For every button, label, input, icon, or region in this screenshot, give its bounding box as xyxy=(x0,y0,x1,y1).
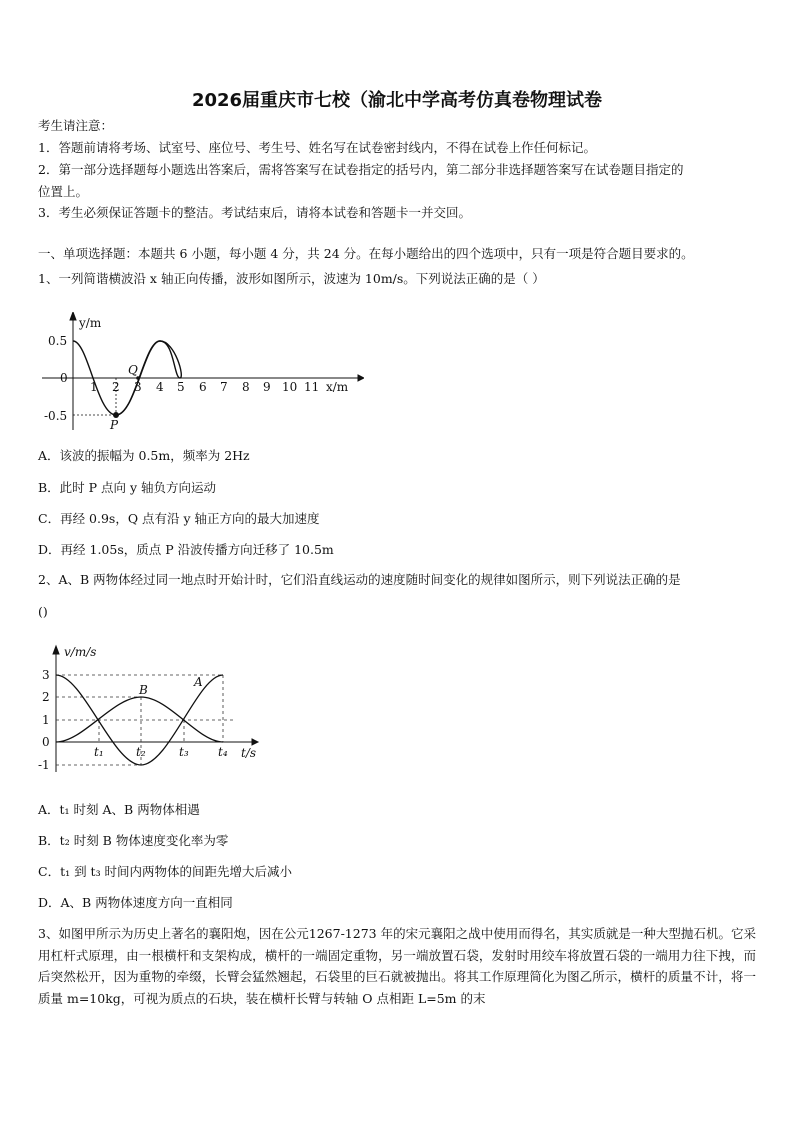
t-axis-label: t/s xyxy=(241,746,257,760)
q1-option-b: B．此时 P 点向 y 轴负方向运动 xyxy=(38,480,217,495)
y-tick-05: 0.5 xyxy=(48,334,68,348)
v-tick-0: 0 xyxy=(42,735,50,749)
x-tick-6: 6 xyxy=(199,380,207,394)
x-tick-10: 10 xyxy=(282,380,298,394)
curve-b xyxy=(56,697,223,742)
t-tick-1: t₁ xyxy=(94,745,104,759)
x-tick-3: 3 xyxy=(134,380,142,394)
t-tick-3: t₃ xyxy=(179,745,189,759)
q1-option-a: A．该波的振幅为 0.5m，频率为 2Hz xyxy=(38,448,250,463)
v-tick-3: 3 xyxy=(42,668,50,682)
x-tick-7: 7 xyxy=(220,380,228,394)
x-tick-9: 9 xyxy=(263,380,271,394)
notice-item-3: 3．考生必须保证答题卡的整洁。考试结束后，请将本试卷和答题卡一并交回。 xyxy=(38,205,471,220)
x-tick-1: 1 xyxy=(90,380,98,394)
notice-item-2: 2．第一部分选择题每小题选出答案后，需将答案写在试卷指定的括号内，第二部分非选择题答案写在试卷题目指定的 xyxy=(38,162,684,177)
x-tick-2: 2 xyxy=(112,380,120,394)
notice-item-1: 1．答题前请将考场、试室号、座位号、考生号、姓名写在试卷密封线内，不得在试卷上作任何标记。 xyxy=(38,140,596,155)
point-p-label: P xyxy=(110,418,119,432)
y-tick-neg05: -0.5 xyxy=(44,409,68,423)
y-tick-0: 0 xyxy=(60,371,68,385)
q2-option-d: D．A、B 两物体速度方向一直相同 xyxy=(38,895,233,910)
v-tick-1: 1 xyxy=(42,713,50,727)
wave-figure xyxy=(42,312,364,432)
x-tick-5: 5 xyxy=(177,380,185,394)
t-tick-2: t₂ xyxy=(136,745,146,759)
q1-option-d: D．再经 1.05s，质点 P 沿波传播方向迁移了 10.5m xyxy=(38,542,334,557)
section-heading: 一、单项选择题：本题共 6 小题，每小题 4 分，共 24 分。在每小题给出的四个选项中，只有一项是符合题目要求的。 xyxy=(38,246,694,261)
t-tick-4: t₄ xyxy=(218,745,228,759)
question-2-stem: 2、A、B 两物体经过同一地点时开始计时，它们沿直线运动的速度随时间变化的规律如图所示，则下列说法正确的是 xyxy=(38,572,681,587)
q2-option-c: C．t₁ 到 t₃ 时间内两物体的间距先增大后减小 xyxy=(38,864,293,879)
curve-a-label: A xyxy=(194,675,203,689)
question-1-stem: 1、一列简谐横波沿 x 轴正向传播，波形如图所示，波速为 10m/s。下列说法正确的是（ ） xyxy=(38,271,545,286)
v-tick-neg1: -1 xyxy=(38,758,50,772)
question-2-stem-tail: () xyxy=(38,604,48,619)
v-tick-2: 2 xyxy=(42,690,50,704)
vt-figure xyxy=(38,644,266,778)
notice-heading: 考生请注意： xyxy=(38,118,114,133)
q2-option-b: B．t₂ 时刻 B 物体速度变化率为零 xyxy=(38,833,229,848)
q1-option-c: C．再经 0.9s，Q 点有沿 y 轴正方向的最大加速度 xyxy=(38,511,320,526)
curve-b-label: B xyxy=(139,683,148,697)
y-axis-label: y/m xyxy=(79,316,102,330)
v-axis-label: v/m/s xyxy=(64,645,97,659)
x-tick-11: 11 xyxy=(304,380,320,394)
x-tick-4: 4 xyxy=(156,380,164,394)
notice-item-2-cont: 位置上。 xyxy=(38,184,89,199)
point-q-label: Q xyxy=(128,363,138,377)
q2-option-a: A．t₁ 时刻 A、B 两物体相遇 xyxy=(38,802,200,817)
question-3-text: 3、如图甲所示为历史上著名的襄阳炮，因在公元1267-1273 年的宋元襄阳之战中使用而得名，其实质就是一种大型抛石机。它采用杠杆式原理，由一根横杆和支架构成，横杆的一端固定重物，另一端放置石袋，发射时用绞车将放置石袋的一端用力往下拽，而后突然松开，因为重物的牵缀，长臂会猛然翘起，石袋里的巨石就被抛出。将其工作原理简化为图乙所示，横杆的质量不计，将一质量 m=10kg，可视为质点的石块，装在横杆长臂与转轴 O 点相距 L=5m 的末 xyxy=(38,926,756,1006)
x-tick-8: 8 xyxy=(242,380,250,394)
page-title: 2026届重庆市七校（渝北中学高考仿真卷物理试卷 xyxy=(191,90,603,111)
x-axis-label: x/m xyxy=(326,380,349,394)
